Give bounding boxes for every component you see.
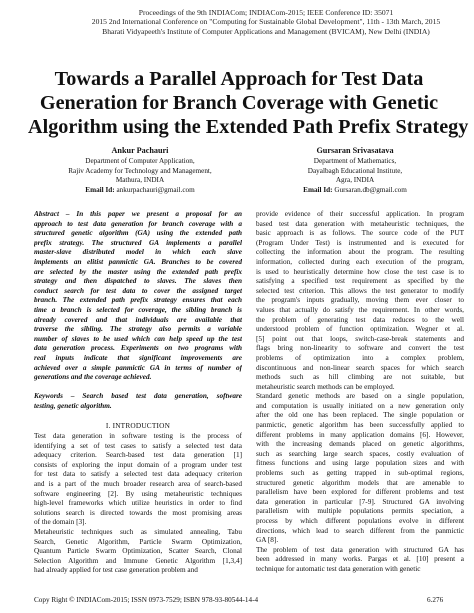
title-line: Generation for Branch Coverage with Genetic <box>39 92 439 114</box>
text-line: for test data to satisfy a selected test data adequacy criterion <box>34 470 242 479</box>
text-line: identifying a set of test cases to satisfy a selected test data <box>34 441 242 450</box>
text-line: achieved over a simple panmictic GA in terms of number of <box>34 363 242 372</box>
text-line: time a branch is selected for coverage, the sibling branch is <box>34 305 242 314</box>
conference-line-1: Proceedings of the 9th INDIACom; INDIACom-2015; IEEE Conference ID: 35071 <box>138 8 394 17</box>
text-line: prefix strategy. The structured GA implements a parallel <box>34 238 242 247</box>
text-line: GA [8]. <box>256 536 279 545</box>
text-line: of the domain [3]. <box>34 518 87 527</box>
text-line: Abstract – In this paper we present a proposal for an <box>34 210 242 218</box>
text-line: master-slave distributed model in which each slave <box>34 248 242 257</box>
keywords <box>34 392 242 411</box>
author-affiliation: Department of Computer Application, <box>85 156 195 165</box>
text-line: with the increasing demands placed on genetic algorithms, <box>256 440 464 449</box>
text-line: metaheuristic search methods can be employed. <box>256 382 395 391</box>
title-line: Algorithm using the Extended Path Prefix Strategy <box>28 116 469 138</box>
text-line: values that actually do satisfy the requirement. In other words, <box>256 305 464 314</box>
author-email: ankurpachauri@gmail.com <box>116 186 195 195</box>
text-line: flags bring non-linearity to software and convert the test <box>256 344 464 353</box>
text-line: solutions search is directed towards the most promising areas <box>34 508 242 517</box>
introduction-text <box>34 432 242 576</box>
author-email-line <box>245 186 465 196</box>
text-line: and is a part of the much broader research area of search-based <box>34 480 242 489</box>
text-line: (Program Under Test) is instrumented and is executed for <box>256 238 464 247</box>
text-line: had already applied for test case generation problem and <box>34 566 198 575</box>
text-line: the problem of generating test data reduces to the well <box>256 315 464 324</box>
text-line: traverse the sibling. The strategy also permits a variable <box>34 325 242 334</box>
text-line: [5] point out that loops, switch-case-break statements and <box>256 334 464 343</box>
text-line: discontinuous and non-linear search spaces for which search <box>256 363 464 372</box>
text-line: Selection Algorithm and Immune Genetic Algorithm [1,3,4] <box>34 556 242 565</box>
text-line: directions, which lead to search different from the panmictic <box>256 526 464 535</box>
text-line: selected test criterion. This allows the test generator to modify <box>256 286 464 295</box>
text-line: different problems in many application domains [6]. However, <box>256 430 464 439</box>
footer-copyright: Copy Right © INDIACom-2015; ISSN 0973-7529; ISBN 978-93-80544-14-4 <box>34 596 259 604</box>
email-label: Email Id: <box>303 186 333 195</box>
text-line: consists of exploring the input domain of a program under test <box>34 460 242 469</box>
email-label: Email Id: <box>85 186 115 195</box>
text-line: approach to test data generation for branch coverage with a <box>34 219 242 228</box>
text-line: problems of optimization into a complex problem, <box>256 353 464 362</box>
text-line: fitness functions and using large population sizes and with <box>256 459 464 468</box>
text-line: such as searching large search spaces, costly evaluation of <box>256 449 464 458</box>
text-line: real inputs indicate that significant improvements are <box>34 353 242 362</box>
author-block-1 <box>30 146 250 196</box>
text-line: adequacy criterion. Search-based test data generation [1] <box>34 451 242 460</box>
paper-title <box>28 67 469 139</box>
conference-header <box>60 8 472 36</box>
abstract <box>34 210 242 383</box>
author-affiliation: Agra, INDIA <box>335 176 375 185</box>
text-line: Standard genetic methods are based on a single population, <box>256 392 464 401</box>
conference-line-3: Bharati Vidyapeeth's Institute of Computer Applications and Management (BVICAM), New Delhi (INDIA) <box>102 26 430 36</box>
text-line: parallelism have been explored for different problems and test <box>256 488 464 497</box>
text-line: strategy and then dispatched to slaves. The slaves then <box>34 277 242 286</box>
text-line: software engineering [2]. By using metaheuristic techniques <box>34 489 242 498</box>
text-line: after the old one has been replaced. The single population or <box>256 411 464 420</box>
text-line: methods such as hill climbing are not suitable, but <box>256 373 464 382</box>
text-line: is used to heuristically determine how close the test case is to <box>256 267 464 276</box>
text-line: data generation in particular [7-9]. Structured GA involving <box>256 497 464 506</box>
author-email: Gursaran.db@gmail.com <box>334 186 407 195</box>
text-line: panmictic, genetic algorithm has been successfully applied to <box>256 421 464 430</box>
text-line: data generation process. Experiments on two programs with <box>34 344 242 353</box>
text-line: basic approach is as follows. The source code of the PUT <box>256 229 464 238</box>
text-line: Search, Genetic Algorithm, Particle Swarm Optimization, <box>34 537 242 546</box>
author-email-line <box>30 186 250 196</box>
text-line: the program's inputs gradually, moving them ever closer to <box>256 296 464 305</box>
author-block-2 <box>245 146 465 196</box>
text-line: satisfying a specified test requirement as specified by the <box>256 277 464 286</box>
title-line: Towards a Parallel Approach for Test Data <box>54 68 424 90</box>
text-line: understood problem of function optimization. Wegner et al. <box>256 325 464 334</box>
text-line: been addressed in many works. Pargas et al. [10] present a <box>256 555 464 564</box>
section-heading: I. INTRODUCTION <box>105 421 171 431</box>
text-line: Test data generation in software testing is the process of <box>34 432 242 441</box>
text-line: problems such as getting trapped in sub-optimal regions, <box>256 469 464 478</box>
text-line: branch. The extended path prefix strategy ensures that each <box>34 296 242 305</box>
text-line: provide evidence of their successful application. In program <box>256 210 464 218</box>
left-column <box>34 210 242 576</box>
conference-line-2: 2015 2nd International Conference on "Computing for Sustainable Global Development", 11th - 13th March, 2015 <box>91 17 441 27</box>
author-name: Ankur Pachauri <box>111 146 169 155</box>
text-line: structured genetic algorithm (GA) using the extended path <box>34 229 242 238</box>
text-line: conduct search for test data to cover the assigned target <box>34 286 242 295</box>
text-line: collecting the information about the program. The resulting <box>256 248 464 257</box>
text-line: and computation is usually initiated on a new generation only <box>256 401 464 410</box>
right-column-text <box>256 210 464 575</box>
text-line: already covered and that individuals are available that <box>34 315 242 324</box>
right-column <box>256 210 464 575</box>
text-line: The problem of test data generation with structured GA has <box>256 545 464 554</box>
text-line: testing, genetic algorithm. <box>34 401 112 410</box>
text-line: Keywords – Search based test data generation, software <box>34 392 242 401</box>
text-line: implements an elitist panmictic GA. Branches to be covered <box>34 257 242 266</box>
text-line: Metaheuristic techniques such as simulated annealing, Tabu <box>34 528 242 536</box>
author-affiliation: Mathura, INDIA <box>115 176 165 185</box>
page-number: 6.276 <box>427 596 444 604</box>
text-line: generations and the coverage achieved. <box>34 373 152 382</box>
text-line: information, collected during each execution of the program, <box>256 257 464 266</box>
text-line: Quantum Particle Swarm Optimization, Scatter Search, Clonal <box>34 547 242 556</box>
text-line: high-level frameworks which utilize heuristics in order to find <box>34 499 242 508</box>
author-name: Gursaran Srivasatava <box>316 146 394 155</box>
author-affiliation: Dayalbagh Educational Institute, <box>307 166 403 175</box>
text-line: process by which different populations evolve in different <box>256 517 464 525</box>
author-affiliation: Rajiv Academy for Technology and Management, <box>68 166 212 175</box>
text-line: parallelism with multiple populations permits speciation, a <box>256 507 464 516</box>
text-line: technique for automatic test data generation with genetic <box>256 564 421 573</box>
text-line: structured genetic algorithm models that are amenable to <box>256 478 464 487</box>
author-affiliation: Department of Mathematics, <box>313 156 397 165</box>
text-line: are selected by the master using the extended path prefix <box>34 267 242 276</box>
text-line: based test data generation with metaheuristic techniques, the <box>256 219 464 228</box>
text-line: number of slaves to be used which can help speed up the test <box>34 334 242 343</box>
